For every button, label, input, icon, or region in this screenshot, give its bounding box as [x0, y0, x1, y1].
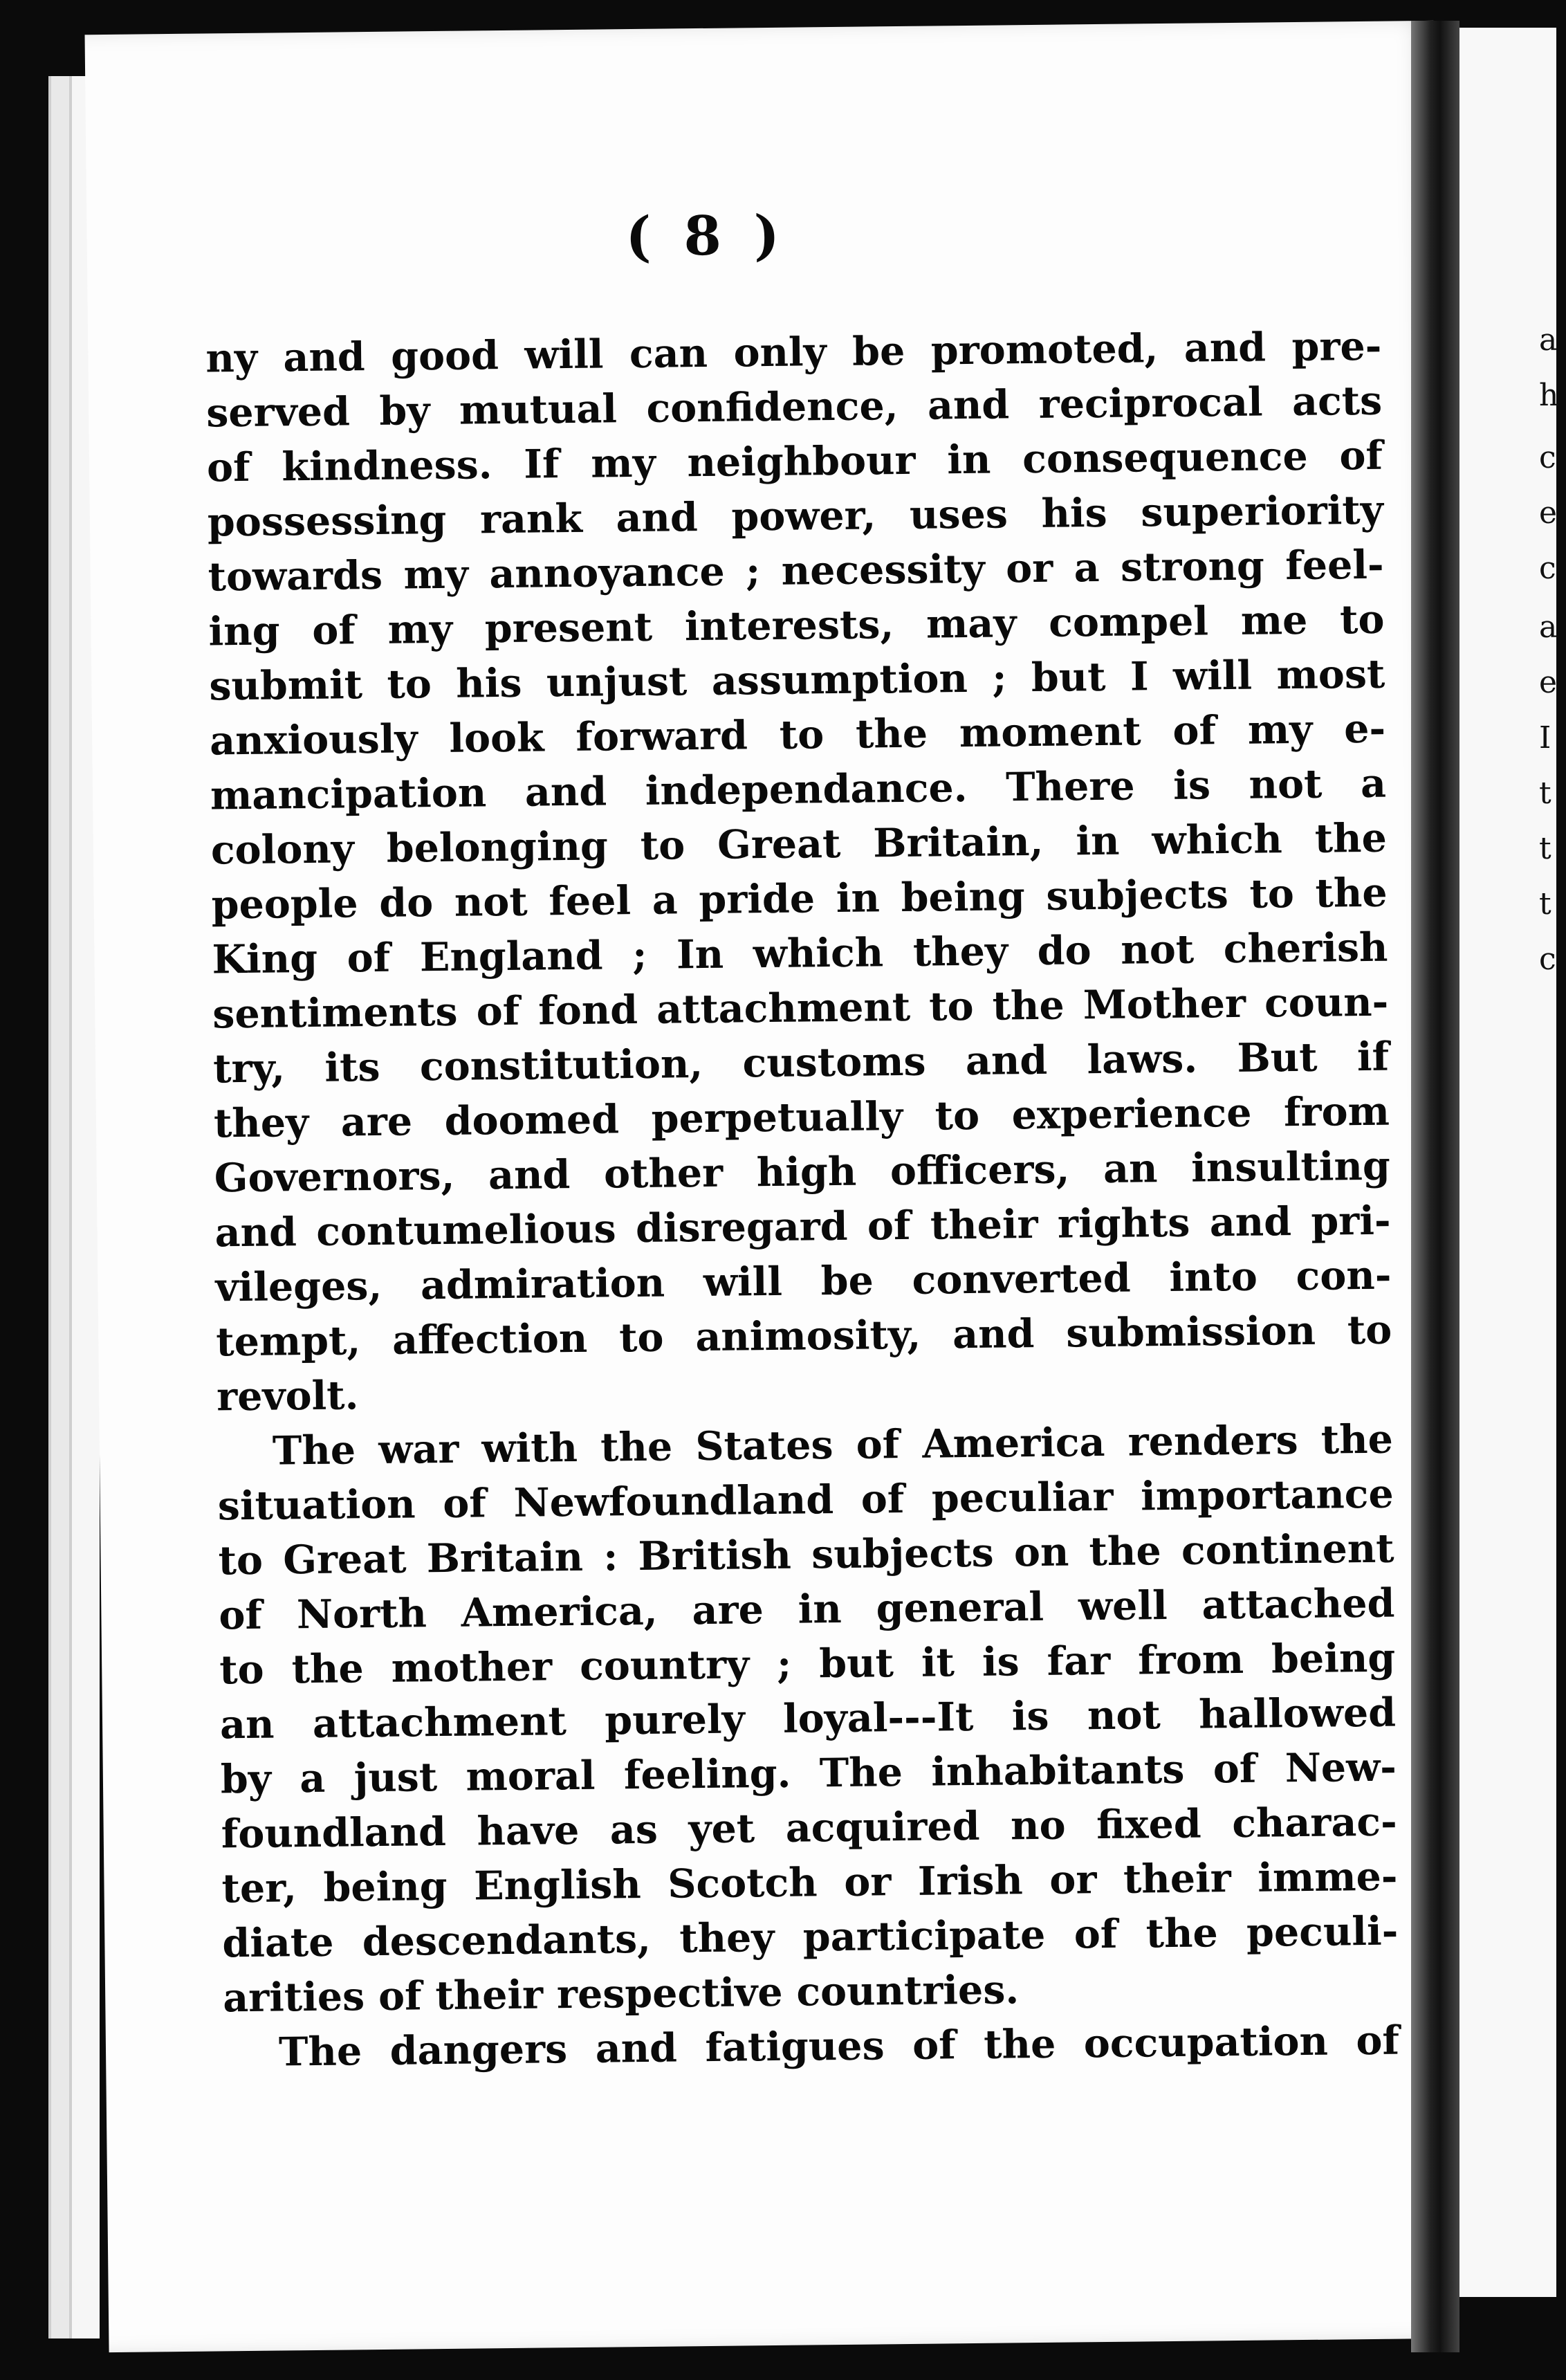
- facing-page-edge: [1459, 28, 1559, 2297]
- facing-page-letter: t: [1539, 831, 1551, 866]
- facing-page-letter: a: [1539, 322, 1558, 358]
- facing-page-letter: I: [1539, 720, 1551, 756]
- text-line: anxiously look forward to the moment of my e-: [209, 705, 1386, 765]
- text-line-paragraph-start: The dangers and fatigues of the occupation of: [278, 2017, 1400, 2076]
- text-line: diate descendants, they participate of the peculi-: [222, 1907, 1399, 1967]
- text-line: situation of Newfoundland of peculiar importance: [217, 1470, 1394, 1530]
- text-line: vileges, admiration will be converted into con-: [215, 1252, 1392, 1311]
- text-line: foundland have as yet acquired no fixed charac-: [221, 1798, 1398, 1858]
- text-line: revolt.: [216, 1372, 359, 1420]
- text-line: by a just moral feeling. The inhabitants of New-: [220, 1743, 1397, 1803]
- text-line: Governors, and other high officers, an insulting: [214, 1142, 1391, 1202]
- text-line: sentiments of fond attachment to the Mother coun-: [212, 978, 1389, 1038]
- text-line: to the mother country ; but it is far from being: [219, 1634, 1396, 1694]
- text-line: towards my annoyance ; necessity or a strong feel-: [208, 541, 1384, 601]
- facing-page-letter: t: [1539, 776, 1551, 811]
- text-line: of kindness. If my neighbour in consequence of: [206, 432, 1383, 491]
- text-line: an attachment purely loyal---It is not hallowed: [219, 1689, 1397, 1748]
- facing-page-letter: c: [1539, 440, 1556, 475]
- text-line: ny and good will can only be promoted, and pre-: [205, 322, 1382, 382]
- facing-page-letter: c: [1539, 942, 1556, 977]
- book-gutter-shadow: [1411, 21, 1459, 2352]
- body-text: [205, 319, 1399, 2080]
- text-line: to Great Britain : British subjects on the continent: [218, 1525, 1394, 1584]
- text-line-paragraph-start: The war with the States of America renders the: [272, 1416, 1394, 1474]
- text-line: of North America, are in general well attached: [219, 1580, 1395, 1639]
- text-line: ter, being English Scotch or Irish or their imme-: [221, 1853, 1398, 1912]
- facing-page-letter: e: [1539, 495, 1558, 531]
- text-line: mancipation and independance. There is not a: [210, 760, 1387, 819]
- book-page: [85, 21, 1458, 2352]
- text-line: and contumelious disregard of their rights and pri-: [214, 1197, 1391, 1256]
- text-line: tempt, affection to animosity, and submission to: [215, 1306, 1392, 1366]
- text-line: submit to his unjust assumption ; but I will most: [209, 650, 1385, 710]
- text-line: possessing rank and power, uses his superiority: [207, 486, 1384, 546]
- text-line: people do not feel a pride in being subjects to the: [211, 869, 1388, 928]
- page-number: ( 8 ): [625, 203, 787, 269]
- facing-page-letter: a: [1539, 610, 1558, 645]
- text-line: colony belonging to Great Britain, in which the: [210, 814, 1388, 874]
- text-line: King of England ; In which they do not cherish: [212, 924, 1388, 983]
- text-line: served by mutual confidence, and reciprocal acts: [205, 377, 1383, 437]
- facing-page-letter: h: [1539, 378, 1559, 413]
- text-line: they are doomed perpetually to experience from: [213, 1088, 1390, 1147]
- text-line: ing of my present interests, may compel me to: [208, 596, 1385, 655]
- text-line: arities of their respective countries.: [222, 1966, 1020, 2022]
- facing-page-letter: c: [1539, 551, 1556, 586]
- text-line: try, its constitution, customs and laws. But if: [212, 1033, 1390, 1092]
- facing-page-letter: t: [1539, 886, 1551, 922]
- facing-page-letter: e: [1539, 665, 1558, 700]
